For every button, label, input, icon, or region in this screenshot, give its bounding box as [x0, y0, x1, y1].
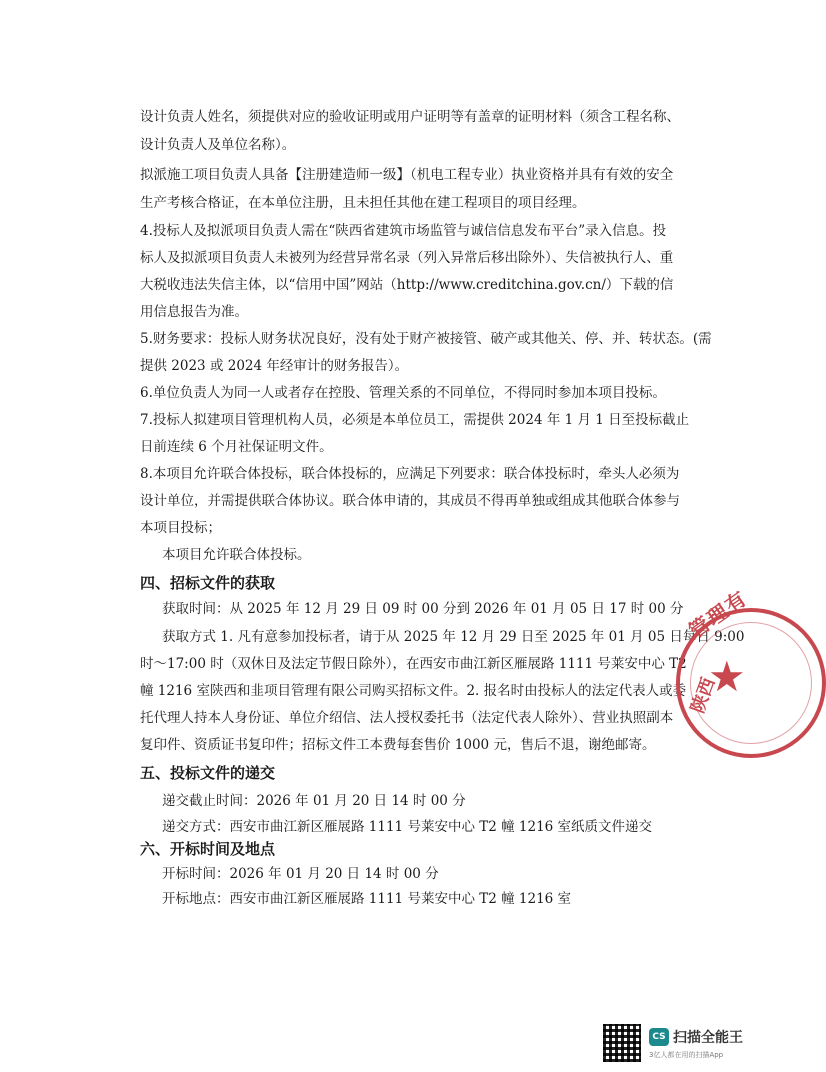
body-line: 托代理人持本人身份证、单位介绍信、法人授权委托书（法定代表人除外）、营业执照副本 [140, 710, 674, 726]
body-line: 大税收违法失信主体，以“信用中国”网站（http://www.creditchina.gov.cn/）下载的信 [140, 277, 674, 293]
section-heading: 五、投标文件的递交 [140, 764, 276, 782]
watermark-subtitle: 3亿人都在用的扫描App [649, 1051, 724, 1059]
body-line: 时～17:00 时（双休日及法定节假日除外），在西安市曲江新区雁展路 1111 号莱安中心 T2 [140, 656, 687, 672]
body-line: 本项目允许联合体投标。 [162, 547, 311, 563]
body-line: 5.财务要求：投标人财务状况良好，没有处于财产被接管、破产或其他关、停、并、转状态。(需 [140, 331, 712, 347]
body-line: 本项目投标； [140, 520, 221, 536]
section-heading: 四、招标文件的获取 [140, 574, 276, 592]
body-line: 7.投标人拟建项目管理机构人员，必须是本单位员工，需提供 2024 年 1 月 1 日至投标截止 [140, 412, 690, 428]
body-line: 幢 1216 室陕西和韭项目管理有限公司购买招标文件。2. 报名时由投标人的法定代表人或委 [140, 683, 687, 699]
camscanner-logo-icon: CS [649, 1028, 669, 1046]
body-line: 6.单位负责人为同一人或者存在控股、管理关系的不同单位，不得同时参加本项目投标。 [140, 385, 666, 401]
scanner-watermark [603, 1024, 743, 1064]
body-line: 开标时间：2026 年 01 月 20 日 14 时 00 分 [162, 866, 439, 882]
body-line: 递交方式：西安市曲江新区雁展路 1111 号莱安中心 T2 幢 1216 室纸质文件递交 [162, 819, 653, 835]
body-line: 生产考核合格证，在本单位注册，且未担任其他在建工程项目的项目经理。 [140, 195, 586, 211]
body-line: 获取时间：从 2025 年 12 月 29 日 09 时 00 分到 2026 年 01 月 05 日 17 时 00 分 [162, 601, 684, 617]
body-line: 获取方式 1. 凡有意参加投标者，请于从 2025 年 12 月 29 日至 2025 年 01 月 05 日每日 9:00 [162, 629, 745, 645]
body-line: 提供 2023 或 2024 年经审计的财务报告）。 [140, 358, 409, 374]
body-line: 4.投标人及拟派项目负责人需在“陕西省建筑市场监管与诚信信息发布平台”录入信息。投 [140, 223, 667, 239]
body-line: 拟派施工项目负责人具备【注册建造师一级】（机电工程专业）执业资格并具有有效的安全 [140, 167, 674, 183]
body-line: 日前连续 6 个月社保证明文件。 [140, 439, 333, 455]
seal-top-text: 管理有 [684, 585, 753, 643]
seal-bottom-text: 陕西 [687, 675, 720, 717]
body-line: 用信息报告为准。 [140, 304, 248, 320]
body-line: 设计单位，并需提供联合体协议。联合体申请的，其成员不得再单独或组成其他联合体参与 [140, 493, 680, 509]
body-line: 标人及拟派项目负责人未被列为经营异常名录（列入异常后移出除外）、失信被执行人、重 [140, 250, 674, 266]
body-line: 递交截止时间：2026 年 01 月 20 日 14 时 00 分 [162, 793, 466, 809]
body-line: 复印件、资质证书复印件；招标文件工本费每套售价 1000 元，售后不退，谢绝邮寄。 [140, 737, 656, 753]
qr-code-icon [603, 1024, 641, 1062]
body-line: 设计负责人及单位名称）。 [140, 137, 296, 153]
company-seal [676, 585, 826, 758]
body-line: 设计负责人姓名，须提供对应的验收证明或用户证明等有盖章的证明材料（须含工程名称、 [140, 109, 680, 125]
body-line: 8.本项目允许联合体投标，联合体投标的，应满足下列要求：联合体投标时，牵头人必须为 [140, 466, 680, 482]
section-heading: 六、开标时间及地点 [140, 840, 276, 858]
seal-star-icon: ★ [708, 652, 746, 701]
body-line: 开标地点：西安市曲江新区雁展路 1111 号莱安中心 T2 幢 1216 室 [162, 891, 572, 907]
watermark-title: 扫描全能王 [673, 1030, 743, 1046]
